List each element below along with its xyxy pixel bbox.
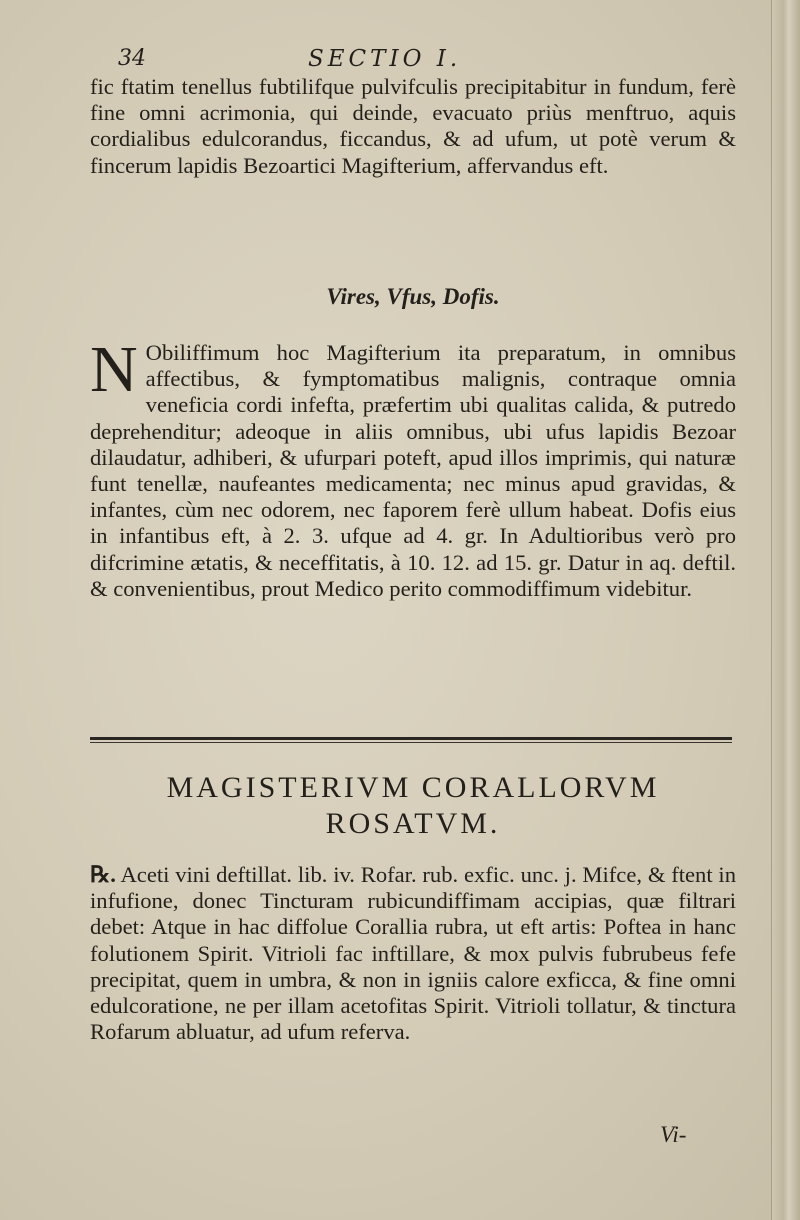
- page-edge-shadow: [771, 0, 800, 1220]
- recipe-sign: ℞.: [90, 862, 116, 887]
- section-divider: [90, 737, 732, 740]
- recipe-body: Aceti vini deftillat. lib. iv. Rofar. rub. exfic. unc. j. Mifce, & ftent in infufione, donec Tincturam rubicundiffimam accipias, quæ filtrari debet: Atque in hac diffolue Corallia rubra, ut eft artis: Poftea in hanc folutionem Spirit. Vitrioli fac inftillare, & mox pulvis fubrubeus fefe precipitat, quem in umbra, & non in igniis calore exficca, & fine omni edulcoratione, ne per illam acetofitas Spirit. Vitrioli tollatur, & tinctura Rofarum abluatur, ad ufum referva.: [90, 862, 736, 1045]
- section-subheading: Vires, Vfus, Dofis.: [326, 284, 500, 309]
- page-number: 34: [118, 46, 146, 71]
- recipe-title-line-2: ROSATVM.: [325, 807, 501, 840]
- catchword: Vi-: [660, 1122, 687, 1147]
- drop-cap: N: [90, 333, 138, 406]
- recipe-title: [90, 770, 736, 842]
- running-head: SECTIO I.: [308, 46, 462, 72]
- section-divider-thin: [90, 742, 732, 743]
- paragraph-vires-usus-dosis: [90, 333, 736, 720]
- recipe-paragraph: [90, 862, 736, 1152]
- recipe-title-line-1: MAGISTERIVM CORALLORVM: [166, 771, 660, 804]
- paragraph-body: Obiliffimum hoc Magifterium ita preparatum, in omnibus affectibus, & fymptomatibus malignis, contraque omnia veneficia cordi infefta, præfertim ubi qualitas calida, & putredo deprehenditur; adeoque in aliis omnibus, ubi ufus lapidis Bezoar dilaudatur, adhiberi, & ufurpari poteft, apud illos imprimis, qui naturæ funt tenellæ, naufeantes medicamenta; nec minus apud gravidas, & infantes, cùm nec odorem, nec faporem ferè ullum habeat. Dofis eius in infantibus eft, à 2. 3. ufque ad 4. gr. In Adultioribus verò pro difcrimine ætatis, & neceffitatis, à 10. 12. ad 15. gr. Datur in aq. deftil. & convenientibus, prout Medico perito commodiffimum videbitur.: [90, 340, 736, 601]
- paragraph-continuation: fic ftatim tenellus fubtilifque pulvifculis precipitabitur in fundum, ferè fine omni acrimonia, qui deinde, evacuato priùs menftruo, aquis cordialibus edulcorandus, ficcandus, & ad ufum, ut potè verum & fincerum lapidis Bezoartici Magifterium, affervandus eft.: [90, 74, 736, 178]
